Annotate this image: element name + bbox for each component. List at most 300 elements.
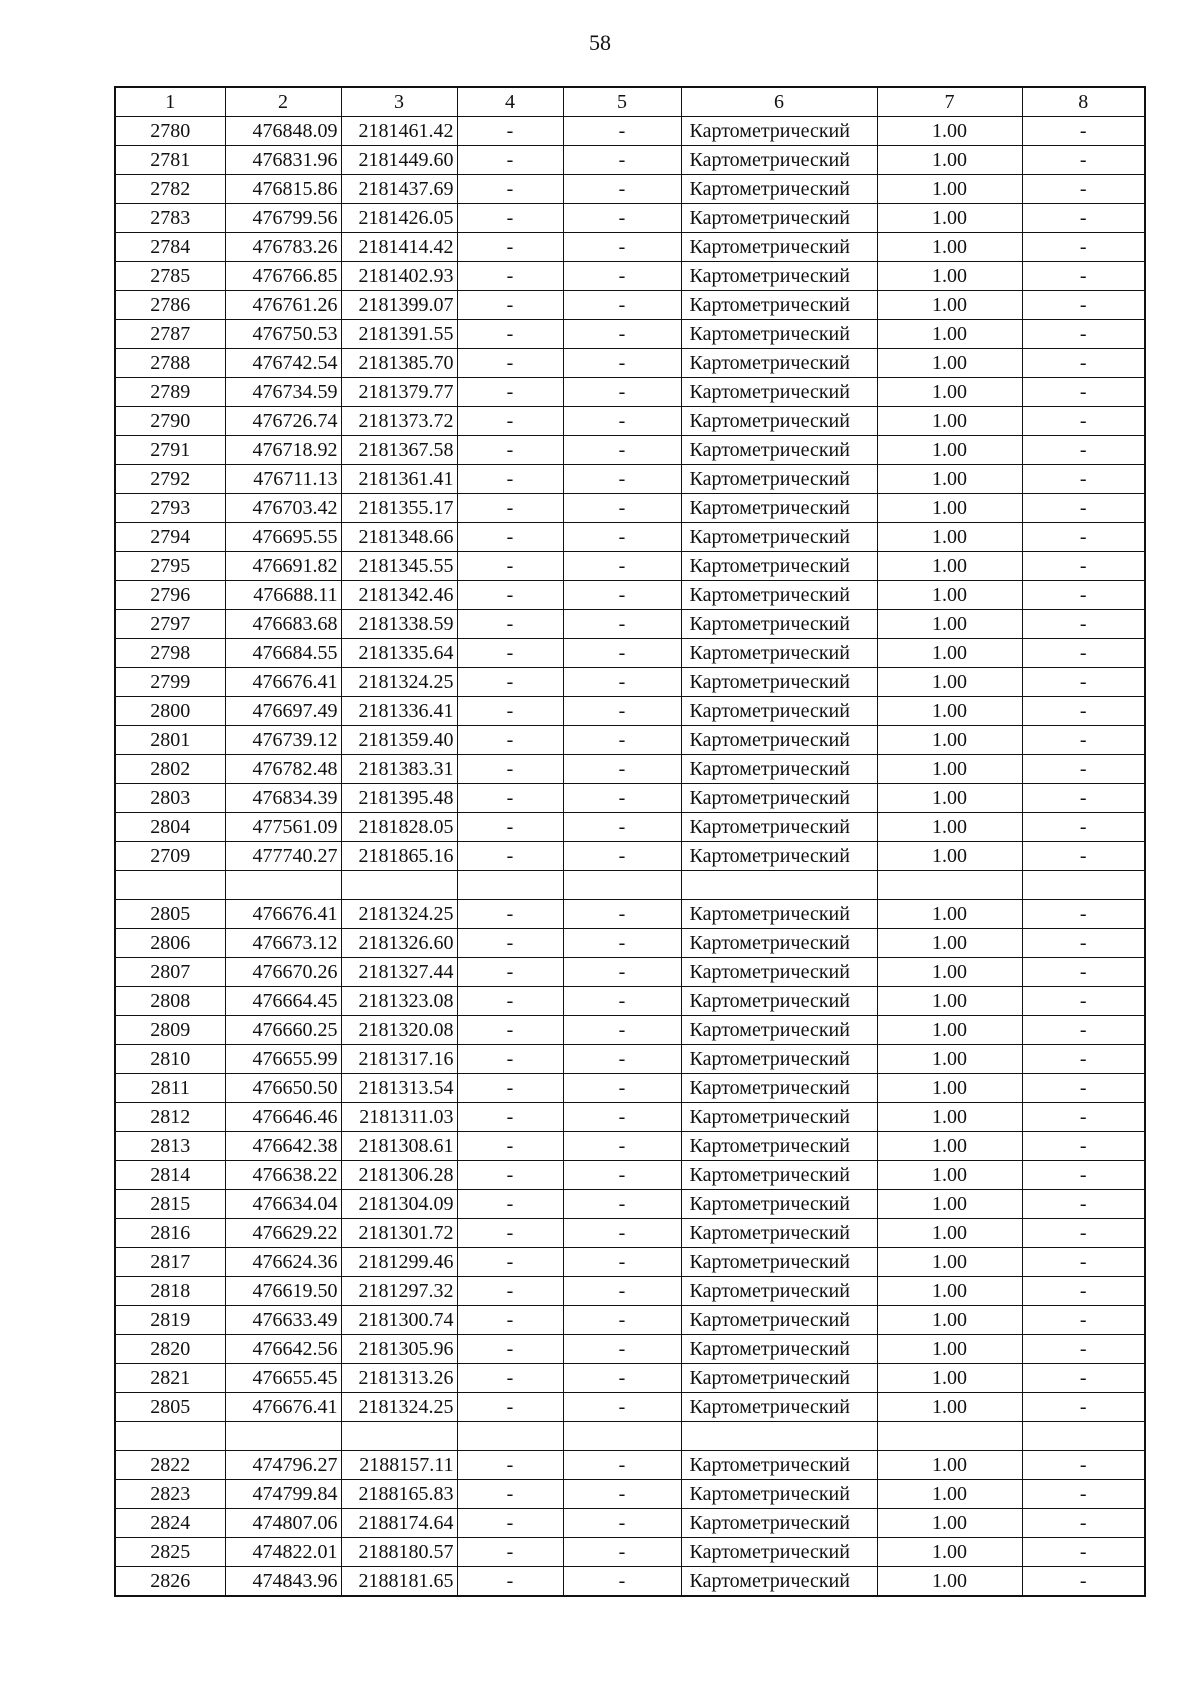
accuracy-cell: 1.00	[877, 1161, 1022, 1190]
col5-cell: -	[563, 407, 681, 436]
y-coordinate-cell: 2181437.69	[341, 175, 457, 204]
col5-cell: -	[563, 349, 681, 378]
col5-cell: -	[563, 1161, 681, 1190]
accuracy-cell: 1.00	[877, 1451, 1022, 1480]
method-cell: Картометрический	[681, 1364, 877, 1393]
col8-cell: -	[1022, 1277, 1145, 1306]
col8-cell: -	[1022, 320, 1145, 349]
x-coordinate-cell: 476783.26	[225, 233, 341, 262]
table-row	[115, 175, 1145, 204]
method-cell: Картометрический	[681, 378, 877, 407]
x-coordinate-cell: 476688.11	[225, 581, 341, 610]
x-coordinate-cell: 476655.99	[225, 1045, 341, 1074]
col4-cell: -	[457, 1219, 563, 1248]
y-coordinate-cell: 2181338.59	[341, 610, 457, 639]
col4-cell: -	[457, 755, 563, 784]
x-coordinate-cell: 476642.38	[225, 1132, 341, 1161]
col4-cell: -	[457, 1393, 563, 1422]
col4-cell: -	[457, 291, 563, 320]
header-cell: 3	[341, 87, 457, 117]
point-number-cell: 2784	[115, 233, 225, 262]
x-coordinate-cell: 476676.41	[225, 1393, 341, 1422]
table-row	[115, 204, 1145, 233]
col5-cell: -	[563, 1132, 681, 1161]
col4-cell: -	[457, 320, 563, 349]
accuracy-cell: 1.00	[877, 204, 1022, 233]
col8-cell: -	[1022, 1219, 1145, 1248]
y-coordinate-cell	[341, 1422, 457, 1451]
point-number-cell: 2826	[115, 1567, 225, 1597]
table-row	[115, 436, 1145, 465]
method-cell: Картометрический	[681, 1132, 877, 1161]
col4-cell: -	[457, 465, 563, 494]
table-row	[115, 1364, 1145, 1393]
table-row	[115, 755, 1145, 784]
method-cell: Картометрический	[681, 726, 877, 755]
point-number-cell: 2824	[115, 1509, 225, 1538]
header-cell: 6	[681, 87, 877, 117]
method-cell: Картометрический	[681, 1190, 877, 1219]
point-number-cell: 2811	[115, 1074, 225, 1103]
table-row	[115, 842, 1145, 871]
accuracy-cell	[877, 871, 1022, 900]
header-cell: 5	[563, 87, 681, 117]
accuracy-cell: 1.00	[877, 813, 1022, 842]
point-number-cell: 2799	[115, 668, 225, 697]
accuracy-cell: 1.00	[877, 407, 1022, 436]
x-coordinate-cell: 476676.41	[225, 668, 341, 697]
accuracy-cell: 1.00	[877, 465, 1022, 494]
table-row	[115, 1335, 1145, 1364]
col4-cell: -	[457, 1190, 563, 1219]
table-row	[115, 291, 1145, 320]
x-coordinate-cell: 476734.59	[225, 378, 341, 407]
table-row	[115, 958, 1145, 987]
x-coordinate-cell: 476619.50	[225, 1277, 341, 1306]
col4-cell: -	[457, 1045, 563, 1074]
method-cell: Картометрический	[681, 233, 877, 262]
accuracy-cell: 1.00	[877, 1567, 1022, 1597]
col5-cell: -	[563, 175, 681, 204]
y-coordinate-cell: 2181311.03	[341, 1103, 457, 1132]
col5-cell: -	[563, 813, 681, 842]
point-number-cell: 2805	[115, 1393, 225, 1422]
col8-cell: -	[1022, 697, 1145, 726]
point-number-cell: 2798	[115, 639, 225, 668]
table-row	[115, 407, 1145, 436]
x-coordinate-cell	[225, 1422, 341, 1451]
col8-cell: -	[1022, 378, 1145, 407]
col5-cell: -	[563, 233, 681, 262]
col5-cell: -	[563, 378, 681, 407]
x-coordinate-cell: 476834.39	[225, 784, 341, 813]
col8-cell: -	[1022, 610, 1145, 639]
method-cell: Картометрический	[681, 1219, 877, 1248]
table-row	[115, 610, 1145, 639]
col4-cell: -	[457, 1248, 563, 1277]
table-row	[115, 378, 1145, 407]
col4-cell: -	[457, 1364, 563, 1393]
table-row	[115, 1422, 1145, 1451]
point-number-cell: 2796	[115, 581, 225, 610]
header-cell: 4	[457, 87, 563, 117]
x-coordinate-cell: 476848.09	[225, 117, 341, 146]
x-coordinate-cell: 476676.41	[225, 900, 341, 929]
y-coordinate-cell: 2188180.57	[341, 1538, 457, 1567]
table-row	[115, 581, 1145, 610]
col5-cell: -	[563, 465, 681, 494]
col8-cell: -	[1022, 1074, 1145, 1103]
col8-cell: -	[1022, 1480, 1145, 1509]
col8-cell: -	[1022, 581, 1145, 610]
x-coordinate-cell: 476831.96	[225, 146, 341, 175]
accuracy-cell: 1.00	[877, 1538, 1022, 1567]
method-cell: Картометрический	[681, 1161, 877, 1190]
col5-cell: -	[563, 436, 681, 465]
col5-cell: -	[563, 1016, 681, 1045]
method-cell: Картометрический	[681, 1480, 877, 1509]
col4-cell: -	[457, 929, 563, 958]
accuracy-cell: 1.00	[877, 639, 1022, 668]
x-coordinate-cell: 477740.27	[225, 842, 341, 871]
table-row	[115, 668, 1145, 697]
accuracy-cell: 1.00	[877, 320, 1022, 349]
method-cell: Картометрический	[681, 1306, 877, 1335]
col5-cell: -	[563, 1219, 681, 1248]
y-coordinate-cell: 2181399.07	[341, 291, 457, 320]
x-coordinate-cell: 476624.36	[225, 1248, 341, 1277]
col8-cell: -	[1022, 349, 1145, 378]
method-cell: Картометрический	[681, 929, 877, 958]
header-row	[115, 87, 1145, 117]
table-row	[115, 639, 1145, 668]
table-row	[115, 1190, 1145, 1219]
x-coordinate-cell: 474843.96	[225, 1567, 341, 1597]
col8-cell: -	[1022, 813, 1145, 842]
col5-cell: -	[563, 1277, 681, 1306]
point-number-cell: 2788	[115, 349, 225, 378]
method-cell: Картометрический	[681, 204, 877, 233]
point-number-cell: 2813	[115, 1132, 225, 1161]
method-cell: Картометрический	[681, 146, 877, 175]
point-number-cell: 2782	[115, 175, 225, 204]
x-coordinate-cell	[225, 871, 341, 900]
x-coordinate-cell: 476664.45	[225, 987, 341, 1016]
x-coordinate-cell: 476650.50	[225, 1074, 341, 1103]
method-cell: Картометрический	[681, 291, 877, 320]
point-number-cell: 2807	[115, 958, 225, 987]
accuracy-cell: 1.00	[877, 1393, 1022, 1422]
x-coordinate-cell: 476703.42	[225, 494, 341, 523]
y-coordinate-cell: 2181320.08	[341, 1016, 457, 1045]
y-coordinate-cell: 2181305.96	[341, 1335, 457, 1364]
col5-cell: -	[563, 755, 681, 784]
y-coordinate-cell: 2181313.26	[341, 1364, 457, 1393]
point-number-cell: 2805	[115, 900, 225, 929]
col8-cell: -	[1022, 958, 1145, 987]
y-coordinate-cell: 2181449.60	[341, 146, 457, 175]
col8-cell	[1022, 1422, 1145, 1451]
col4-cell: -	[457, 1509, 563, 1538]
point-number-cell: 2815	[115, 1190, 225, 1219]
y-coordinate-cell: 2181367.58	[341, 436, 457, 465]
col5-cell: -	[563, 1567, 681, 1597]
col5-cell: -	[563, 1190, 681, 1219]
method-cell: Картометрический	[681, 1016, 877, 1045]
y-coordinate-cell: 2181865.16	[341, 842, 457, 871]
col5-cell: -	[563, 117, 681, 146]
point-number-cell: 2801	[115, 726, 225, 755]
table-row	[115, 1219, 1145, 1248]
col5-cell	[563, 1422, 681, 1451]
col4-cell: -	[457, 494, 563, 523]
col5-cell: -	[563, 1248, 681, 1277]
col8-cell: -	[1022, 1132, 1145, 1161]
y-coordinate-cell: 2181461.42	[341, 117, 457, 146]
accuracy-cell: 1.00	[877, 987, 1022, 1016]
point-number-cell: 2821	[115, 1364, 225, 1393]
col4-cell: -	[457, 407, 563, 436]
col5-cell: -	[563, 320, 681, 349]
col5-cell: -	[563, 552, 681, 581]
table-row	[115, 1045, 1145, 1074]
y-coordinate-cell: 2181324.25	[341, 668, 457, 697]
col5-cell: -	[563, 262, 681, 291]
method-cell	[681, 871, 877, 900]
x-coordinate-cell: 476660.25	[225, 1016, 341, 1045]
method-cell: Картометрический	[681, 1277, 877, 1306]
accuracy-cell: 1.00	[877, 436, 1022, 465]
col8-cell: -	[1022, 929, 1145, 958]
table-row	[115, 146, 1145, 175]
point-number-cell: 2822	[115, 1451, 225, 1480]
col5-cell: -	[563, 291, 681, 320]
col8-cell: -	[1022, 842, 1145, 871]
point-number-cell: 2800	[115, 697, 225, 726]
point-number-cell: 2789	[115, 378, 225, 407]
table-row	[115, 813, 1145, 842]
col8-cell: -	[1022, 1335, 1145, 1364]
coordinates-table	[114, 86, 1146, 1597]
table-row	[115, 1509, 1145, 1538]
accuracy-cell: 1.00	[877, 1103, 1022, 1132]
col4-cell: -	[457, 726, 563, 755]
col5-cell: -	[563, 1364, 681, 1393]
x-coordinate-cell: 476629.22	[225, 1219, 341, 1248]
accuracy-cell: 1.00	[877, 262, 1022, 291]
method-cell: Картометрический	[681, 755, 877, 784]
method-cell: Картометрический	[681, 1074, 877, 1103]
table-row	[115, 1016, 1145, 1045]
table-row	[115, 117, 1145, 146]
point-number-cell	[115, 1422, 225, 1451]
accuracy-cell: 1.00	[877, 146, 1022, 175]
accuracy-cell: 1.00	[877, 842, 1022, 871]
x-coordinate-cell: 476815.86	[225, 175, 341, 204]
accuracy-cell: 1.00	[877, 349, 1022, 378]
x-coordinate-cell: 477561.09	[225, 813, 341, 842]
method-cell: Картометрический	[681, 494, 877, 523]
col8-cell: -	[1022, 262, 1145, 291]
y-coordinate-cell: 2181336.41	[341, 697, 457, 726]
col4-cell: -	[457, 958, 563, 987]
y-coordinate-cell: 2181306.28	[341, 1161, 457, 1190]
col8-cell: -	[1022, 204, 1145, 233]
accuracy-cell: 1.00	[877, 1045, 1022, 1074]
col4-cell: -	[457, 175, 563, 204]
table-row	[115, 320, 1145, 349]
y-coordinate-cell: 2181335.64	[341, 639, 457, 668]
point-number-cell: 2787	[115, 320, 225, 349]
point-number-cell: 2802	[115, 755, 225, 784]
col8-cell: -	[1022, 233, 1145, 262]
y-coordinate-cell: 2181395.48	[341, 784, 457, 813]
col8-cell: -	[1022, 1103, 1145, 1132]
col8-cell	[1022, 871, 1145, 900]
col4-cell: -	[457, 523, 563, 552]
accuracy-cell: 1.00	[877, 1306, 1022, 1335]
col5-cell: -	[563, 639, 681, 668]
point-number-cell: 2783	[115, 204, 225, 233]
point-number-cell	[115, 871, 225, 900]
col8-cell: -	[1022, 1016, 1145, 1045]
col4-cell	[457, 871, 563, 900]
x-coordinate-cell: 476726.74	[225, 407, 341, 436]
table-row	[115, 1451, 1145, 1480]
method-cell: Картометрический	[681, 1393, 877, 1422]
y-coordinate-cell: 2181342.46	[341, 581, 457, 610]
y-coordinate-cell: 2181313.54	[341, 1074, 457, 1103]
table-row	[115, 1074, 1145, 1103]
method-cell: Картометрический	[681, 262, 877, 291]
x-coordinate-cell: 476646.46	[225, 1103, 341, 1132]
x-coordinate-cell: 476766.85	[225, 262, 341, 291]
accuracy-cell: 1.00	[877, 668, 1022, 697]
col4-cell: -	[457, 1451, 563, 1480]
col5-cell: -	[563, 668, 681, 697]
table-row	[115, 1132, 1145, 1161]
col8-cell: -	[1022, 436, 1145, 465]
col4-cell: -	[457, 552, 563, 581]
y-coordinate-cell: 2181323.08	[341, 987, 457, 1016]
point-number-cell: 2781	[115, 146, 225, 175]
table-row	[115, 697, 1145, 726]
point-number-cell: 2793	[115, 494, 225, 523]
y-coordinate-cell: 2181426.05	[341, 204, 457, 233]
table-row	[115, 1103, 1145, 1132]
table-row	[115, 494, 1145, 523]
col5-cell: -	[563, 900, 681, 929]
x-coordinate-cell: 476761.26	[225, 291, 341, 320]
accuracy-cell: 1.00	[877, 523, 1022, 552]
method-cell: Картометрический	[681, 117, 877, 146]
point-number-cell: 2819	[115, 1306, 225, 1335]
col5-cell: -	[563, 1045, 681, 1074]
point-number-cell: 2820	[115, 1335, 225, 1364]
y-coordinate-cell: 2181297.32	[341, 1277, 457, 1306]
point-number-cell: 2817	[115, 1248, 225, 1277]
method-cell: Картометрический	[681, 1248, 877, 1277]
table-row	[115, 1161, 1145, 1190]
y-coordinate-cell: 2181361.41	[341, 465, 457, 494]
accuracy-cell: 1.00	[877, 1248, 1022, 1277]
header-cell: 8	[1022, 87, 1145, 117]
col4-cell: -	[457, 668, 563, 697]
header-cell: 2	[225, 87, 341, 117]
x-coordinate-cell: 476684.55	[225, 639, 341, 668]
point-number-cell: 2792	[115, 465, 225, 494]
col8-cell: -	[1022, 175, 1145, 204]
col4-cell: -	[457, 987, 563, 1016]
table-row	[115, 871, 1145, 900]
method-cell: Картометрический	[681, 1451, 877, 1480]
y-coordinate-cell: 2181308.61	[341, 1132, 457, 1161]
table-row	[115, 929, 1145, 958]
col8-cell: -	[1022, 494, 1145, 523]
y-coordinate-cell: 2188165.83	[341, 1480, 457, 1509]
point-number-cell: 2804	[115, 813, 225, 842]
table-row	[115, 1277, 1145, 1306]
accuracy-cell: 1.00	[877, 1132, 1022, 1161]
col4-cell: -	[457, 842, 563, 871]
col4-cell: -	[457, 1074, 563, 1103]
accuracy-cell: 1.00	[877, 552, 1022, 581]
point-number-cell: 2816	[115, 1219, 225, 1248]
x-coordinate-cell: 476799.56	[225, 204, 341, 233]
point-number-cell: 2803	[115, 784, 225, 813]
col5-cell: -	[563, 1393, 681, 1422]
col8-cell: -	[1022, 639, 1145, 668]
accuracy-cell: 1.00	[877, 1016, 1022, 1045]
col4-cell: -	[457, 784, 563, 813]
method-cell: Картометрический	[681, 813, 877, 842]
table-row	[115, 1567, 1145, 1597]
x-coordinate-cell: 476718.92	[225, 436, 341, 465]
x-coordinate-cell: 474822.01	[225, 1538, 341, 1567]
point-number-cell: 2812	[115, 1103, 225, 1132]
point-number-cell: 2790	[115, 407, 225, 436]
x-coordinate-cell: 474807.06	[225, 1509, 341, 1538]
accuracy-cell: 1.00	[877, 1219, 1022, 1248]
col5-cell: -	[563, 146, 681, 175]
y-coordinate-cell: 2181300.74	[341, 1306, 457, 1335]
accuracy-cell: 1.00	[877, 291, 1022, 320]
col5-cell: -	[563, 842, 681, 871]
x-coordinate-cell: 476742.54	[225, 349, 341, 378]
col5-cell: -	[563, 523, 681, 552]
col8-cell: -	[1022, 1567, 1145, 1597]
table-row	[115, 726, 1145, 755]
accuracy-cell: 1.00	[877, 378, 1022, 407]
x-coordinate-cell: 476739.12	[225, 726, 341, 755]
method-cell: Картометрический	[681, 1103, 877, 1132]
table-row	[115, 349, 1145, 378]
table-row	[115, 233, 1145, 262]
x-coordinate-cell: 476683.68	[225, 610, 341, 639]
x-coordinate-cell: 476634.04	[225, 1190, 341, 1219]
y-coordinate-cell	[341, 871, 457, 900]
col4-cell: -	[457, 581, 563, 610]
accuracy-cell: 1.00	[877, 494, 1022, 523]
col4-cell: -	[457, 146, 563, 175]
accuracy-cell: 1.00	[877, 958, 1022, 987]
table-row	[115, 1248, 1145, 1277]
x-coordinate-cell: 476655.45	[225, 1364, 341, 1393]
col5-cell: -	[563, 494, 681, 523]
method-cell: Картометрический	[681, 320, 877, 349]
accuracy-cell: 1.00	[877, 726, 1022, 755]
col8-cell: -	[1022, 291, 1145, 320]
